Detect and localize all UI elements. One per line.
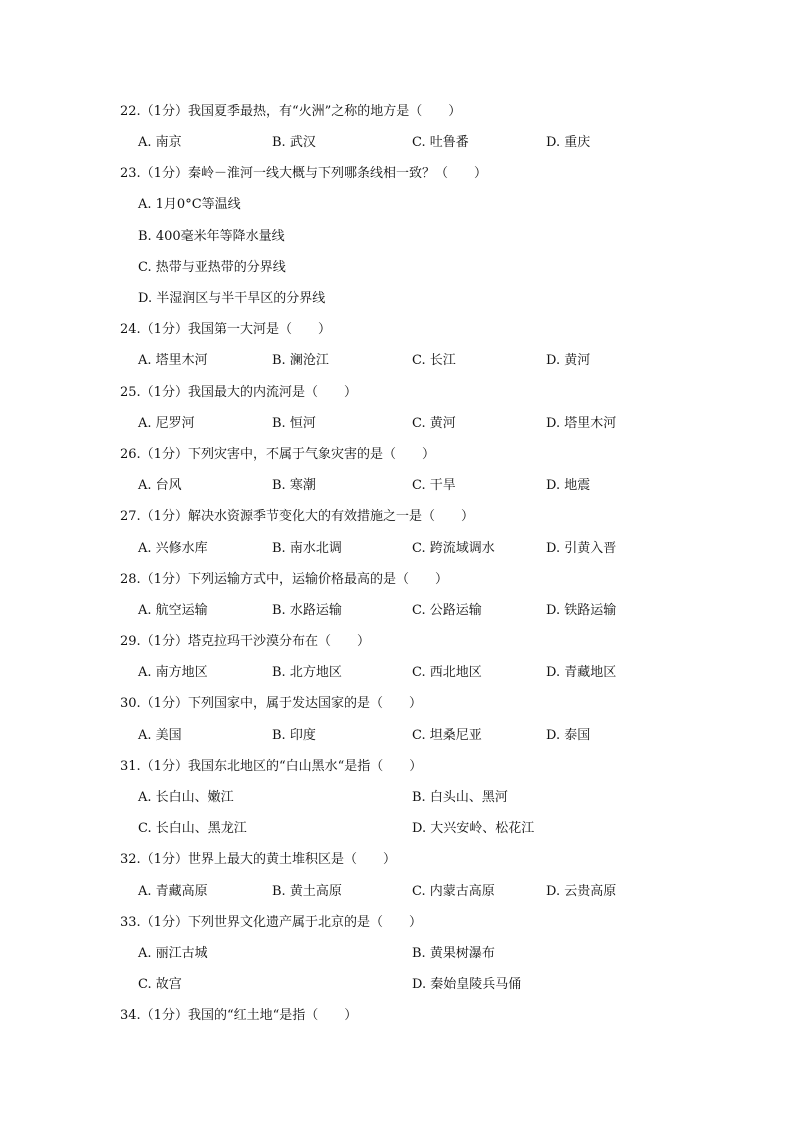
options-row (0, 195, 794, 215)
option-c: C. 黄河 (412, 416, 456, 431)
question-22 (0, 102, 794, 122)
question-33 (0, 913, 794, 933)
option-a: A. 尼罗河 (138, 416, 195, 431)
options-row (0, 726, 794, 746)
option-b: B. 400毫米年等降水量线 (138, 229, 285, 244)
question-25 (0, 383, 794, 403)
question-23 (0, 164, 794, 184)
options-row (0, 414, 794, 434)
question-stem: 23.（1分）秦岭－淮河一线大概与下列哪条线相一致？（ ） (120, 166, 487, 181)
option-a: A. 长白山、嫩江 (138, 790, 234, 805)
option-c: C. 内蒙古高原 (412, 884, 495, 899)
options-row (0, 133, 794, 153)
option-d: D. 秦始皇陵兵马俑 (412, 977, 522, 992)
option-c: C. 干旱 (412, 478, 456, 493)
question-stem: 30.（1分）下列国家中，属于发达国家的是（ ） (120, 696, 422, 711)
option-d: D. 引黄入晋 (546, 541, 617, 556)
option-b: B. 澜沧江 (272, 353, 329, 368)
options-row (0, 788, 794, 808)
option-b: B. 武汉 (272, 135, 316, 150)
option-c: C. 长白山、黑龙江 (138, 821, 247, 836)
question-34 (0, 1006, 794, 1026)
option-a: A. 台风 (138, 478, 182, 493)
question-stem: 22.（1分）我国夏季最热，有“火洲”之称的地方是（ ） (120, 104, 462, 119)
option-c: C. 长江 (412, 353, 456, 368)
option-b: B. 寒潮 (272, 478, 316, 493)
option-d: D. 云贵高原 (546, 884, 617, 899)
option-d: D. 黄河 (546, 353, 591, 368)
option-c: C. 跨流域调水 (412, 541, 495, 556)
question-29 (0, 632, 794, 652)
option-d: D. 大兴安岭、松花江 (412, 821, 535, 836)
options-row (0, 476, 794, 496)
question-26 (0, 445, 794, 465)
question-stem: 24.（1分）我国第一大河是（ ） (120, 322, 331, 337)
option-c: C. 热带与亚热带的分界线 (138, 260, 286, 275)
option-d: D. 地震 (546, 478, 591, 493)
option-c: C. 故宫 (138, 977, 182, 992)
option-c: C. 公路运输 (412, 603, 482, 618)
question-30 (0, 694, 794, 714)
option-a: A. 塔里木河 (138, 353, 208, 368)
question-stem: 28.（1分）下列运输方式中，运输价格最高的是（ ） (120, 572, 448, 587)
options-row (0, 663, 794, 683)
options-row (0, 227, 794, 247)
options-row (0, 882, 794, 902)
option-b: B. 恒河 (272, 416, 316, 431)
question-stem: 26.（1分）下列灾害中，不属于气象灾害的是（ ） (120, 447, 435, 462)
options-row (0, 819, 794, 839)
question-stem: 33.（1分）下列世界文化遗产属于北京的是（ ） (120, 915, 422, 930)
option-a: A. 南方地区 (138, 665, 208, 680)
option-c: C. 坦桑尼亚 (412, 728, 482, 743)
option-a: A. 美国 (138, 728, 182, 743)
options-row (0, 975, 794, 995)
question-stem: 29.（1分）塔克拉玛干沙漠分布在（ ） (120, 634, 370, 649)
question-32 (0, 850, 794, 870)
question-stem: 34.（1分）我国的“红土地“是指（ ） (120, 1008, 358, 1023)
option-c: C. 吐鲁番 (412, 135, 469, 150)
option-b: B. 黄果树瀑布 (412, 946, 495, 961)
option-c: C. 西北地区 (412, 665, 482, 680)
options-row (0, 601, 794, 621)
question-stem: 31.（1分）我国东北地区的“白山黑水“是指（ ） (120, 759, 423, 774)
option-d: D. 泰国 (546, 728, 591, 743)
question-27 (0, 507, 794, 527)
options-row (0, 351, 794, 371)
options-row (0, 944, 794, 964)
options-row (0, 258, 794, 278)
options-row (0, 289, 794, 309)
option-a: A. 丽江古城 (138, 946, 208, 961)
question-stem: 32.（1分）世界上最大的黄土堆积区是（ ） (120, 852, 396, 867)
option-d: D. 青藏地区 (546, 665, 617, 680)
option-a: A. 兴修水库 (138, 541, 208, 556)
option-b: B. 黄土高原 (272, 884, 342, 899)
option-a: A. 1月0°C等温线 (138, 197, 241, 212)
question-28 (0, 570, 794, 590)
question-24 (0, 320, 794, 340)
option-a: A. 航空运输 (138, 603, 208, 618)
option-b: B. 北方地区 (272, 665, 342, 680)
question-stem: 27.（1分）解决水资源季节变化大的有效措施之一是（ ） (120, 509, 474, 524)
option-a: A. 青藏高原 (138, 884, 208, 899)
option-d: D. 铁路运输 (546, 603, 617, 618)
options-row (0, 539, 794, 559)
question-stem: 25.（1分）我国最大的内流河是（ ） (120, 385, 357, 400)
option-b: B. 南水北调 (272, 541, 342, 556)
option-b: B. 白头山、黑河 (412, 790, 508, 805)
option-b: B. 印度 (272, 728, 316, 743)
option-b: B. 水路运输 (272, 603, 342, 618)
option-d: D. 半湿润区与半干旱区的分界线 (138, 291, 326, 306)
option-a: A. 南京 (138, 135, 182, 150)
option-d: D. 塔里木河 (546, 416, 617, 431)
option-d: D. 重庆 (546, 135, 591, 150)
question-31 (0, 757, 794, 777)
